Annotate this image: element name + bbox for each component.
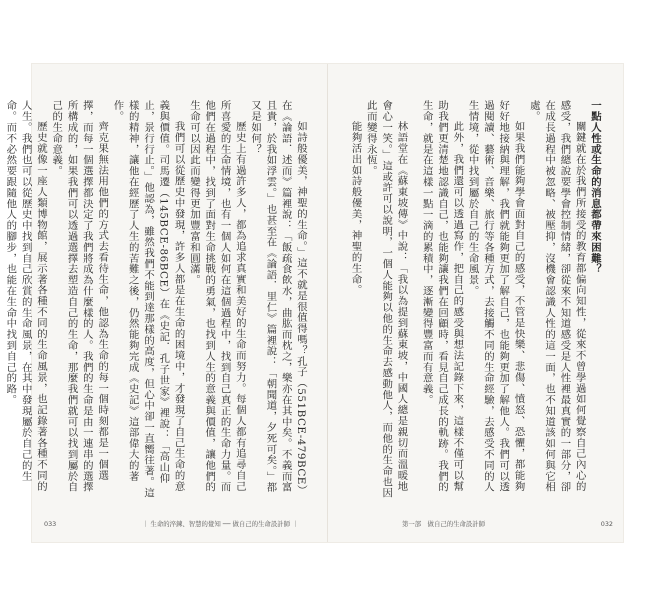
right-paragraph: 林語堂在《蘇東坡傳》中說：「我以為提到蘇東坡，中國人總是親切而溫暖地會心一笑。」這或許可以說明，一個人能夠以他的生命去感動他人，而他的生命也因此而變得永恆。 <box>364 100 408 499</box>
right-page <box>328 64 623 542</box>
left-page <box>4 64 327 542</box>
right-paragraph: 如果我們能夠學會面對自己的感受，不管是快樂、悲傷、憤怒、恐懼，都能夠好好地接納與理解，我們就能夠更加了解自己，也能夠更加了解他人。我們可以透過閱讀、藝術、音樂、旅行等各種方式，去接觸不同的生命經驗，去感受不同的人生情境，從中找到屬於自己的生命風景。 <box>466 100 525 493</box>
left-running-head: ｜ 生命的淬鍊、智慧的覺知 ── 做自己的生命設計師 ｜ <box>142 520 299 528</box>
right-paragraph: 能夠活出如詩般優美，神聖的生命。 <box>349 120 362 296</box>
left-paragraph: 齊克果無法用他們的方式去看待生命，他認為生命的每一個時刻都是一個選擇，而每一個選擇都決定了我們將成為什麼樣的人。我們的生命是由一連串的選擇所構成的，如果我們可以透過選擇去塑造自己的生命，那麼我們就可以找到屬於自己的生命意義。 <box>50 100 109 493</box>
left-paragraph: 我們可以從歷史中發現，許多人都是在生命的困境中，才發現了自己生命的意義與價值。司馬遷（145BCE-86BCE）在《史記．孔子世家》裡說：「高山仰止，景行行止。」他認為，雖然我們不能到達那樣的高度，但心中卻一直嚮往著。這樣的精神，讓他在經歷了人生的苦難之後，仍然能夠完成《史記》這部偉大的著作。 <box>111 100 185 499</box>
right-running-head: 第一部 做自己的生命設計師 <box>402 520 486 528</box>
left-paragraph: 如詩般優美，神聖的生命。」這不就是很值得嗎？孔子（551BCE-479BCE）在《論語．述而》篇裡說：「飯疏食飲水，曲肱而枕之，樂亦在其中矣。不義而富且貴，於我如浮雲。」也甚至在《論語．里仁》篇裡說：「朝聞道，夕死可矣。」都又是如何？ <box>249 100 307 496</box>
right-heading: 一點人性或生命的消息都帶來困難？ <box>589 100 601 275</box>
left-paragraph: 歷史就像一座人類博物館，展示著各種不同的生命風景，也記錄著各種不同的人生。我們也可以從歷史中找到自己欣賞的生命風景，在其中發現屬於自己的生命。而不必然要跟隨他人的腳步，也能在生命中找到自己的路。 <box>4 100 47 492</box>
left-page-number: 033 <box>44 520 57 528</box>
book-spread <box>4 64 623 542</box>
right-paragraph: 關鍵就在於我們所接受的教育都偏向知性，從來不曾學過如何覺察自己內心的感受，我們總說要學會控制情緒，卻從來不知道感受是人性裡最真實的一部分，卻在成長過程中被忽略、被壓抑，沒機會認識人性的這一面，也不知道該如何與它相處。 <box>527 100 586 493</box>
right-page-number: 032 <box>600 520 613 528</box>
right-paragraph: 此外，我們還可以透過寫作，把自己的感受與想法記錄下來，這樣不僅可以幫助我們更清楚地認識自己，也能夠讓我們在回顧時，看見自己成長的軌跡。我們的生命，就是在這樣一點一滴的累積中，逐漸變得豐富而有意義。 <box>420 100 464 493</box>
left-page-body <box>4 100 308 502</box>
right-page-body <box>348 100 602 502</box>
left-paragraph: 歷史上有過許多人，都為追求真實和美好的生命而努力。每個人都有追尋自己所喜愛的生命情境，也有一個人如何在這個過程中，找到自己真正的生命力量。而他們在過程中，找到了面對生命挑戰的勇氣，也找到人生的意義與價值，讓他們的生命可以因此而變得更加豐富和圓滿。 <box>187 100 246 493</box>
